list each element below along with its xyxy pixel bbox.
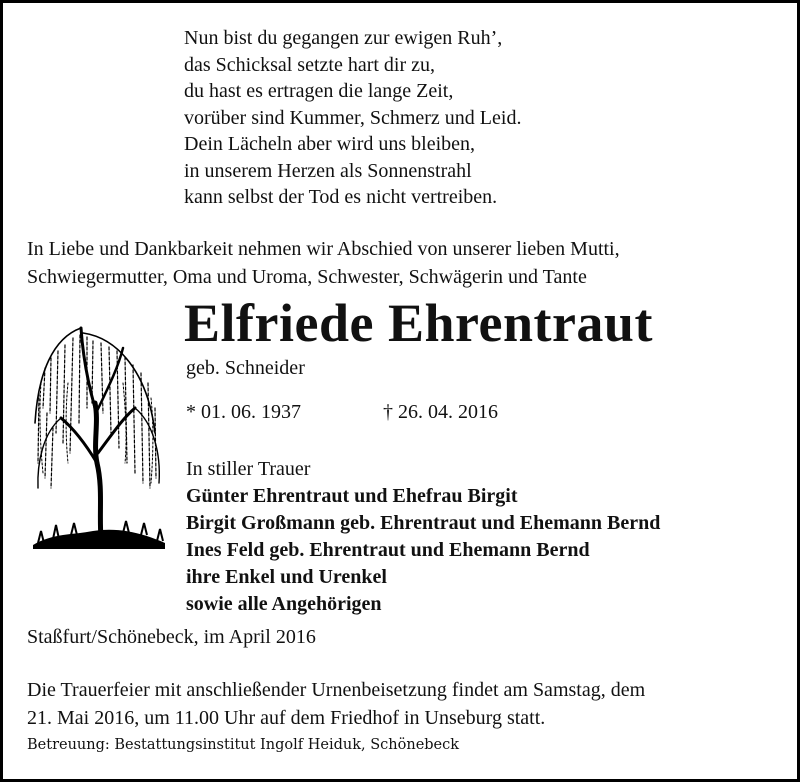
place-and-date: Staßfurt/Schönebeck, im April 2016: [27, 626, 316, 648]
life-dates: [186, 401, 498, 424]
mourners-list: [186, 456, 660, 618]
ceremony-info: [27, 676, 645, 732]
poem-line: Nun bist du gegangen zur ewigen Ruh’,: [184, 27, 503, 49]
poem-line: Dein Lächeln aber wird uns bleiben,: [184, 133, 476, 155]
ceremony-line: Die Trauerfeier mit anschließender Urnenbeisetzung findet am Samstag, dem: [27, 679, 646, 701]
poem: [184, 25, 521, 211]
funeral-home-credit: Betreuung: Bestattungsinstitut Ingolf Heiduk, Schönebeck: [27, 737, 460, 753]
weeping-willow-icon: [23, 313, 173, 553]
ceremony-line: 21. Mai 2016, um 11.00 Uhr auf dem Friedhof in Unseburg statt.: [27, 707, 546, 729]
mourner-entry: sowie alle Angehörigen: [186, 593, 382, 615]
poem-line: das Schicksal setzte hart dir zu,: [184, 53, 436, 76]
mourner-entry: Günter Ehrentraut und Ehefrau Birgit: [186, 485, 518, 507]
poem-line: in unserem Herzen als Sonnenstrahl: [184, 159, 472, 182]
maiden-name: geb. Schneider: [186, 357, 305, 379]
death-date: † 26. 04. 2016: [383, 401, 498, 423]
mourner-entry: Birgit Großmann geb. Ehrentraut und Ehemann Bernd: [186, 512, 661, 534]
mourners-heading: In stiller Trauer: [186, 458, 311, 480]
poem-line: vorüber sind Kummer, Schmerz und Leid.: [184, 106, 522, 129]
intro-line: In Liebe und Dankbarkeit nehmen wir Abschied von unserer lieben Mutti,: [27, 238, 620, 260]
farewell-intro: [27, 235, 620, 291]
poem-line: du hast es ertragen die lange Zeit,: [184, 80, 454, 102]
poem-line: kann selbst der Tod es nicht vertreiben.: [184, 186, 498, 208]
mourner-entry: ihre Enkel und Urenkel: [186, 566, 387, 588]
deceased-name: Elfriede Ehrentraut: [184, 293, 653, 353]
birth-date: * 01. 06. 1937: [186, 401, 301, 423]
intro-line: Schwiegermutter, Oma und Uroma, Schwester, Schwägerin und Tante: [27, 266, 587, 288]
mourner-entry: Ines Feld geb. Ehrentraut und Ehemann Bernd: [186, 539, 590, 561]
